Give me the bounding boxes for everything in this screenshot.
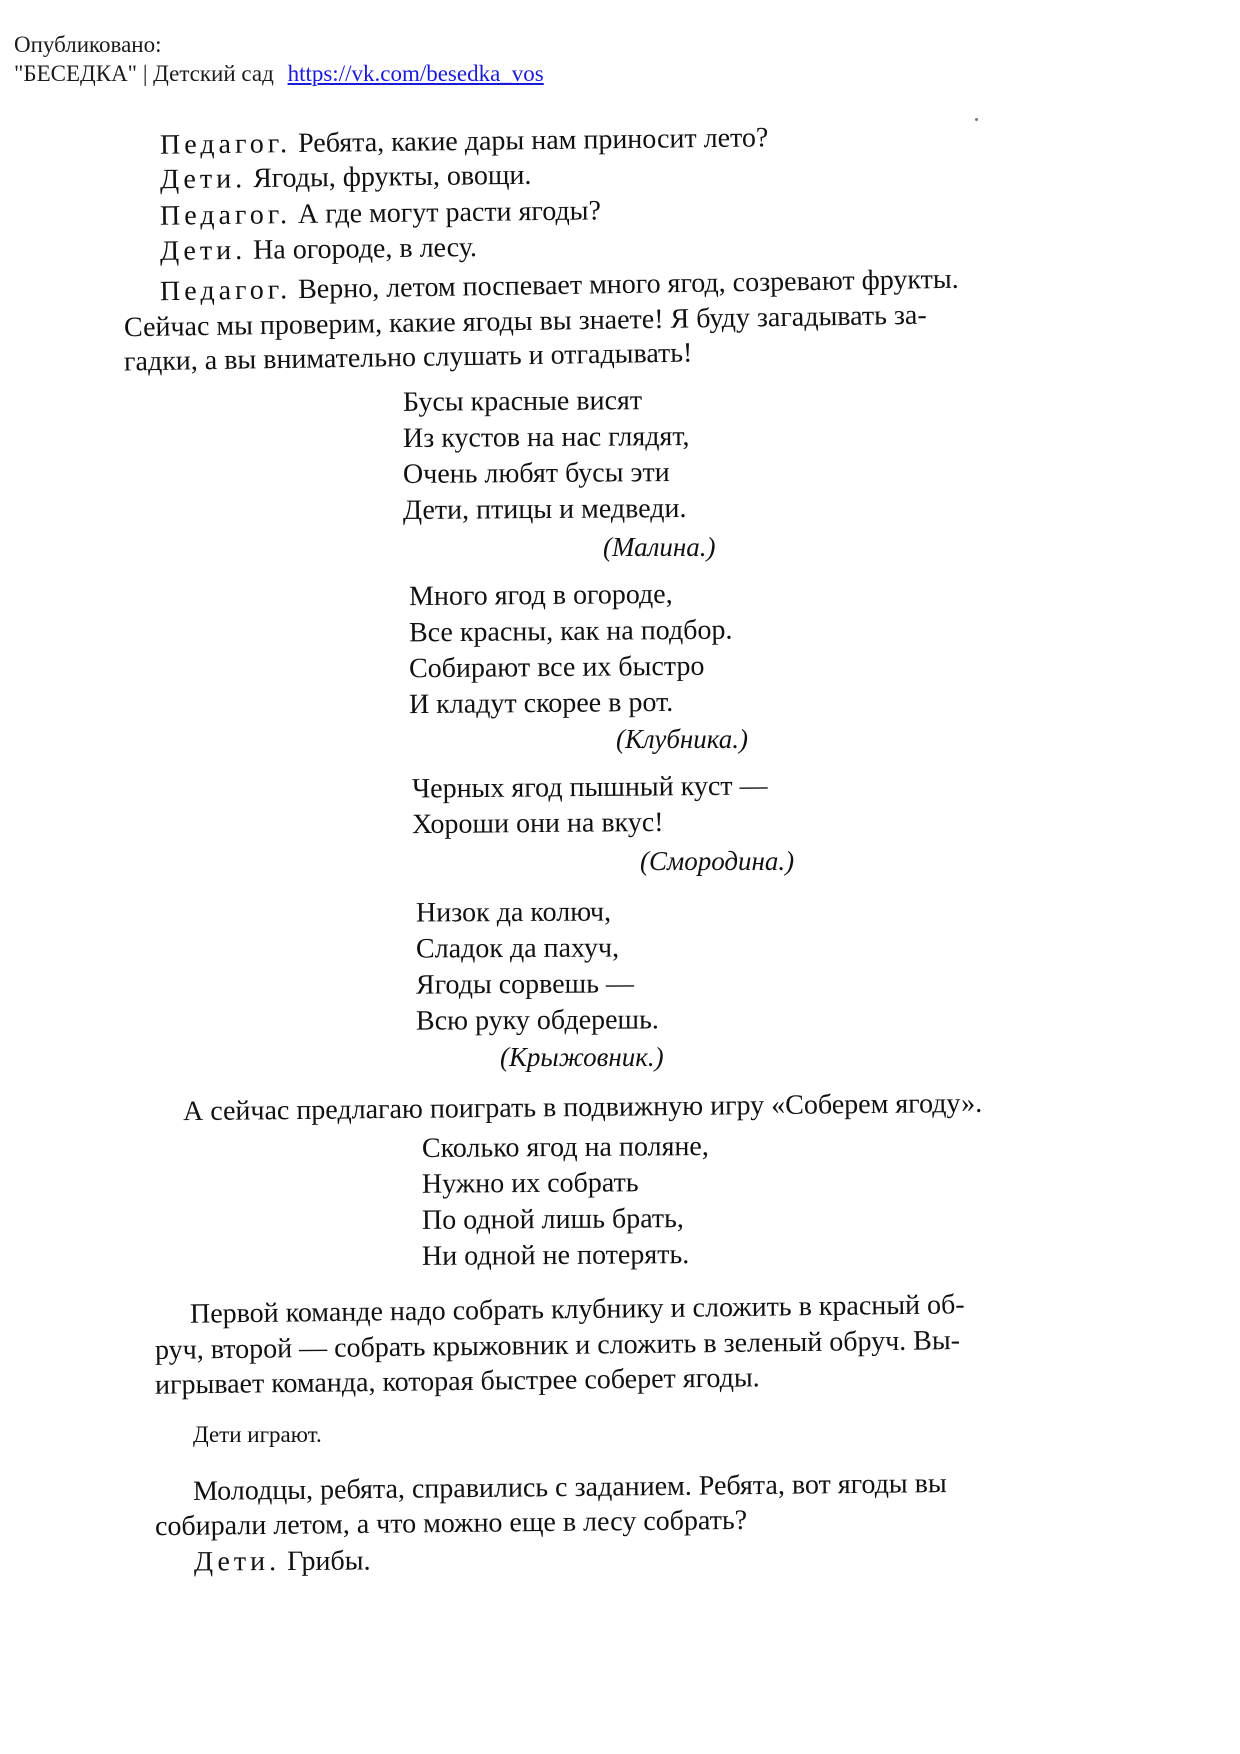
speaker-label: Дети. [159,163,247,196]
speaker-label: Педагог. [159,128,292,161]
speaker-label: Дети. [193,1546,281,1578]
closing-line: Молодцы, ребята, справились с заданием. Ребята, вот ягоды вы [192,1468,947,1507]
riddle-line: Хороши они на вкус! [411,806,664,841]
rules-line: Первой команде надо собрать клубнику и сложить в красный об- [189,1289,965,1330]
riddle-line: Черных ягод пышный куст — [411,770,768,805]
source-link[interactable]: https://vk.com/besedka_vos [287,61,544,86]
intro-line: гадки, а вы внимательно слушать и отгадывать! [123,337,693,378]
riddle-line: Ягоды сорвешь — [415,968,635,1001]
scan-speck [975,118,978,121]
riddle-line: Дети, птицы и медведи. [402,493,687,526]
rules-line: игрывает команда, которая быстрее соберет ягоды. [154,1362,760,1401]
final-line [194,1544,371,1581]
riddle-line: Низок да колюч, [415,896,612,929]
riddle-line: И кладут скорее в рот. [408,686,674,721]
dialogue-text: Верно, летом поспевает много ягод, созревают фрукты. [297,263,959,306]
source-line [14,59,544,88]
dialogue-text: Ягоды, фрукты, овощи. [252,159,532,195]
speaker-label: Педагог. [159,274,292,308]
dialogue-line [160,158,532,199]
dialogue-text: Ребята, какие дары нам приносит лето? [297,122,769,160]
dialogue-line [160,230,477,270]
closing-line: собирали летом, а что можно еще в лесу собрать? [154,1504,748,1543]
poem-line: Ни одной не потерять. [421,1239,690,1272]
dialogue-text: А где могут расти ягоды? [297,195,602,231]
riddle-line: Все красны, как на подбор. [408,614,733,649]
riddle-line: Сладок да пахуч, [415,932,620,965]
riddle-line: Из кустов на нас глядят, [402,421,690,454]
dialogue-line [160,120,769,163]
riddle-line: Всю руку обдерешь. [415,1004,659,1037]
stage-note: Дети играют. [193,1422,322,1447]
dialogue-line [160,193,601,234]
dialogue-text: Грибы. [287,1545,371,1577]
poem-line: Нужно их собрать [421,1167,639,1200]
dialogue-text: На огороде, в лесу. [252,232,478,266]
poem-line: По одной лишь брать, [421,1203,684,1236]
speaker-label: Педагог. [159,199,292,232]
intro-line: Сейчас мы проверим, какие ягоды вы знаете! Я буду загадывать за- [123,299,927,344]
publication-header [14,30,544,88]
riddle-answer: (Малина.) [603,532,716,562]
poem-line: Сколько ягод на поляне, [421,1130,709,1165]
riddle-answer: (Клубника.) [616,724,748,754]
riddle-line: Много ягод в огороде, [408,578,673,613]
speaker-label: Дети. [159,234,247,267]
riddle-answer: (Крыжовник.) [500,1042,664,1072]
riddle-line: Очень любят бусы эти [402,457,670,490]
game-intro: А сейчас предлагаю поиграть в подвижную игру «Соберем ягоду». [182,1087,983,1128]
rules-line: руч, второй — собрать крыжовник и сложить в зеленый обруч. Вы- [154,1325,961,1366]
published-label: Опубликовано: [14,32,162,57]
source-text: "БЕСЕДКА" | Детский сад [14,61,274,86]
riddle-line: Собирают все их быстро [408,650,705,685]
riddle-line: Бусы красные висят [402,385,643,418]
riddle-answer: (Смородина.) [640,846,795,876]
